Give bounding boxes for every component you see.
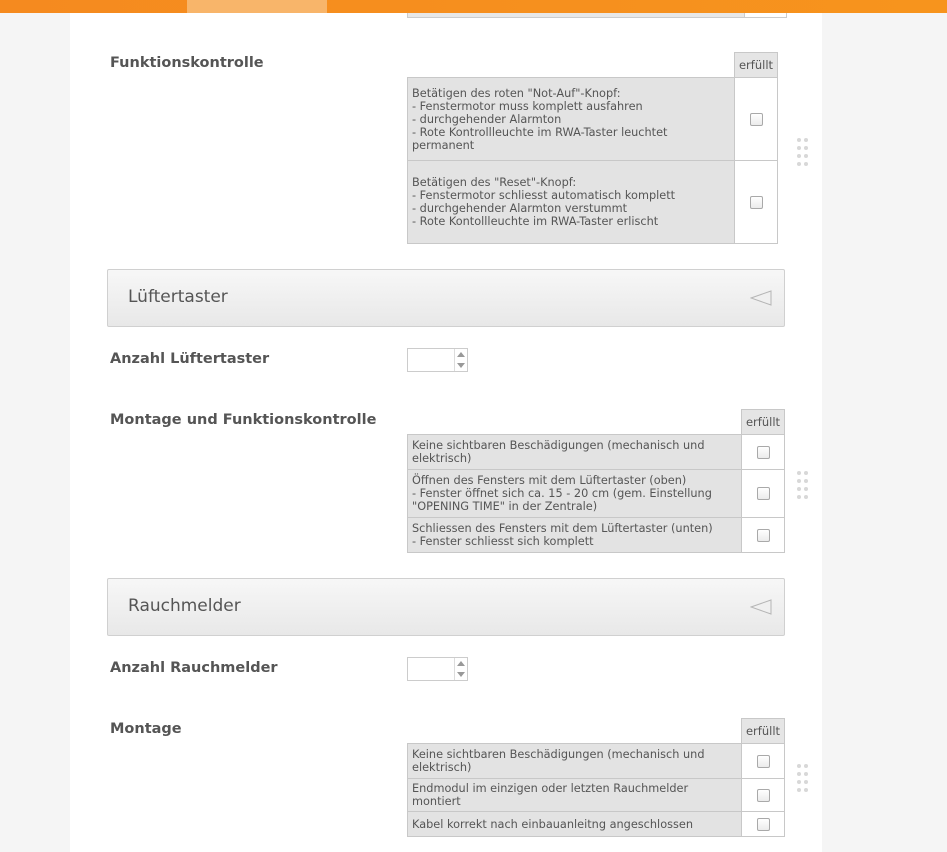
erfuellt-checkbox[interactable] [757, 446, 770, 459]
rauchmelder-table [407, 718, 785, 837]
check-item-text: Öffnen des Fensters mit dem Lüftertaster (oben) - Fenster öffnet sich ca. 15 - 20 cm (gem. Einstellung "OPENING TIME" in der Zentrale) [408, 470, 742, 518]
drag-handle-icon[interactable] [796, 136, 810, 166]
montage-funktionskontrolle-label: Montage und Funktionskontrolle [110, 412, 377, 428]
table-row [408, 78, 778, 161]
top-accent-bar [0, 0, 947, 13]
spinner-up-icon[interactable] [457, 352, 465, 357]
table-row [408, 744, 785, 779]
table-row [408, 161, 778, 244]
section-header-luftertaster[interactable] [107, 269, 785, 327]
erfuellt-checkbox[interactable] [757, 755, 770, 768]
section-title: Rauchmelder [128, 596, 241, 616]
erfuellt-header: erfüllt [742, 719, 785, 744]
erfuellt-checkbox[interactable] [750, 196, 763, 209]
drag-handle-icon[interactable] [796, 762, 810, 792]
funktionskontrolle-table [407, 52, 778, 244]
table-row [408, 435, 785, 470]
table-row [408, 779, 785, 812]
erfuellt-checkbox[interactable] [757, 529, 770, 542]
section-header-rauchmelder[interactable] [107, 578, 785, 636]
erfuellt-header: erfüllt [742, 410, 785, 435]
anzahl-luftertaster-label: Anzahl Lüftertaster [110, 351, 270, 367]
check-item-text: Schliessen des Fensters mit dem Lüftertaster (unten) - Fenster schliesst sich komplett [408, 518, 742, 553]
check-item-text: Keine sichtbaren Beschädigungen (mechanisch und elektrisch) [408, 435, 742, 470]
drag-handle-icon[interactable] [796, 469, 810, 499]
spinner-down-icon[interactable] [457, 363, 465, 368]
erfuellt-checkbox[interactable] [750, 113, 763, 126]
check-item-text: Keine sichtbaren Beschädigungen (mechanisch und elektrisch) [408, 744, 742, 779]
check-item-text: Betätigen des roten "Not-Auf"-Knopf: - Fenstermotor muss komplett ausfahren - durchgehender Alarmton - Rote Kontrollleuchte im RWA-Taster leuchtet permanent [408, 78, 735, 161]
collapse-triangle-icon [750, 599, 772, 615]
spinner-down-icon[interactable] [457, 672, 465, 677]
check-item-text: Betätigen des "Reset"-Knopf: - Fenstermotor schliesst automatisch komplett - durchgehender Alarmton verstummt - Rote Kontollleuchte im RWA-Taster erlischt [408, 161, 735, 244]
check-item-text: Endmodul im einzigen oder letzten Rauchmelder montiert [408, 779, 742, 812]
luftertaster-table [407, 409, 785, 553]
table-row [408, 812, 785, 837]
erfuellt-checkbox[interactable] [757, 818, 770, 831]
check-item-text: Kabel korrekt nach einbauanleitng angeschlossen [408, 812, 742, 837]
spinner-up-icon[interactable] [457, 661, 465, 666]
erfuellt-checkbox[interactable] [757, 487, 770, 500]
erfuellt-header: erfüllt [735, 53, 778, 78]
anzahl-rauchmelder-label: Anzahl Rauchmelder [110, 660, 278, 676]
section-title: Lüftertaster [128, 287, 228, 307]
montage-label: Montage [110, 721, 182, 737]
active-step-highlight [187, 0, 327, 13]
table-row [408, 518, 785, 553]
collapse-triangle-icon [750, 290, 772, 306]
erfuellt-checkbox[interactable] [757, 789, 770, 802]
previous-table-remnant [407, 13, 787, 18]
table-row [408, 470, 785, 518]
anzahl-rauchmelder-input[interactable] [407, 657, 468, 681]
funktionskontrolle-label: Funktionskontrolle [110, 55, 264, 71]
anzahl-luftertaster-input[interactable] [407, 348, 468, 372]
